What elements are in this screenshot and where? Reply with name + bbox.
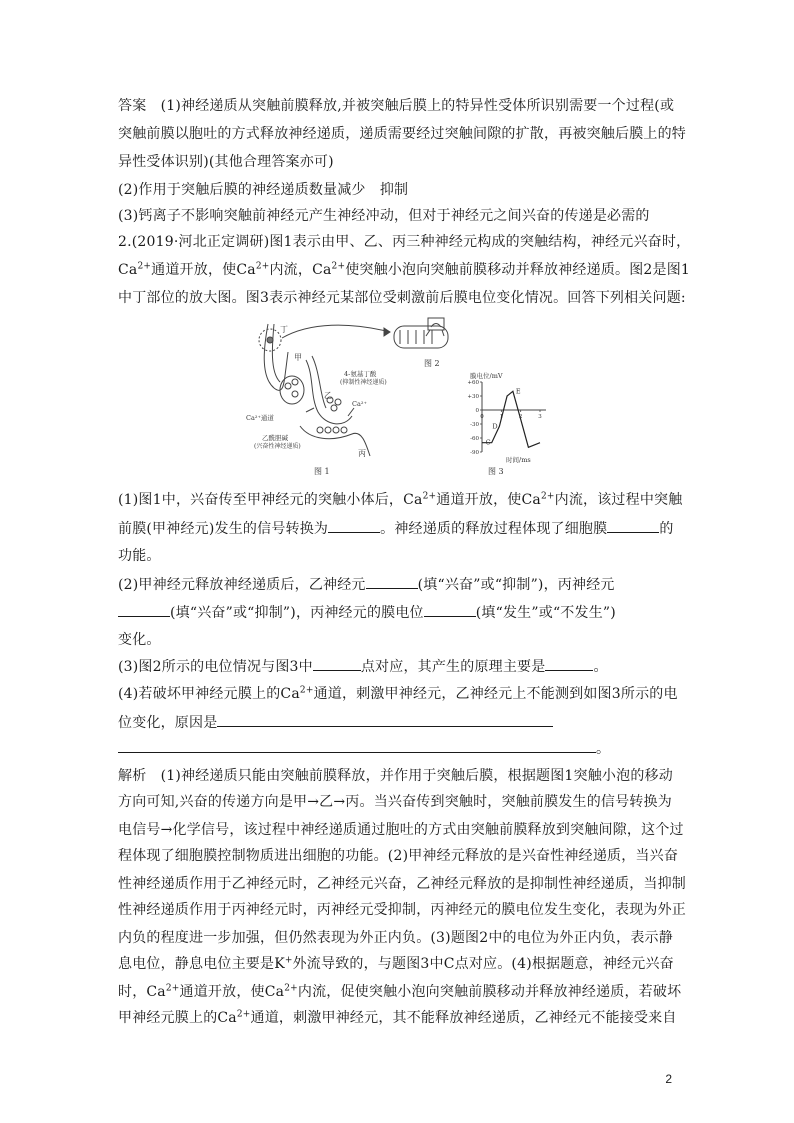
question-line-2 bbox=[118, 260, 690, 280]
q-ca-1: Ca bbox=[118, 262, 138, 278]
analysis-text-8b: 外流导致的，与题图3中C点对应。(4)根据题意，神经元兴奋 bbox=[292, 956, 674, 972]
receptor bbox=[333, 427, 339, 433]
potential-curve bbox=[482, 391, 540, 447]
item-1-text-d: 前膜(甲神经元)发生的信号转换为 bbox=[118, 521, 329, 537]
analysis-line-4: 程体现了细胞膜控制物质进出细胞的功能。(2)甲神经元释放的是兴奋性神经递质，当兴奋 bbox=[118, 848, 679, 864]
analysis-text-9b: 通道开放，使Ca bbox=[179, 984, 285, 1000]
superscript: 2+ bbox=[236, 1009, 251, 1020]
analysis-text-10b: 通道，刺激甲神经元，其不能释放神经递质，乙神经元不能接受来自 bbox=[250, 1010, 677, 1026]
analysis-line-9 bbox=[118, 982, 681, 1002]
item-2-text-a: (2)甲神经元释放神经递质后，乙神经元 bbox=[118, 577, 366, 593]
ding-label: 丁 bbox=[280, 325, 288, 334]
item-4-line-3 bbox=[118, 738, 610, 759]
superscript: 2+ bbox=[255, 261, 270, 272]
q-text-3: 内流，Ca bbox=[269, 262, 332, 278]
analysis-text-9c: 内流，促使突触小泡向突触前膜移动并释放神经递质，若破坏 bbox=[297, 984, 682, 1000]
figure-svg bbox=[240, 316, 560, 486]
y-tick-label: +60 bbox=[467, 380, 479, 386]
x-tick-label: 2 bbox=[518, 414, 523, 420]
question-line-3: 中丁部位的放大图。图3表示神经元某部位受刺激前后膜电位变化情况。回答下列相关问题: bbox=[118, 290, 686, 306]
receptor bbox=[317, 427, 323, 433]
item-1-line-2 bbox=[118, 518, 674, 539]
superscript: 2+ bbox=[540, 491, 555, 502]
superscript: 2+ bbox=[299, 685, 314, 696]
answer-line-5: (3)钙离子不影响突触前神经元产生神经冲动，但对于神经元之间兴奋的传递是必需的 bbox=[118, 208, 650, 224]
page-number: 2 bbox=[665, 1072, 672, 1086]
answer-line-1: 答案 (1)神经递质从突触前膜释放,并被突触后膜上的特异性受体所识别需要一个过程(或 bbox=[118, 98, 675, 114]
item-1-text-c: 内流，该过程中突触 bbox=[554, 492, 683, 508]
analysis-line-7: 内负的程度进一步加强，但仍然表现为外正内负。(3)题图2中的电位为外正内负，表示静 bbox=[118, 930, 673, 946]
ding-dot bbox=[267, 337, 273, 343]
superscript: 2+ bbox=[165, 983, 180, 994]
x-tick-label: 1 bbox=[499, 414, 504, 420]
item-2-line-1 bbox=[118, 574, 615, 595]
q-text-4: 使突触小泡向突触前膜移动并释放神经递质。图2是图1 bbox=[345, 262, 691, 278]
vesicle bbox=[292, 379, 298, 385]
bing-label: 丙 bbox=[358, 449, 366, 458]
point-e-label: E bbox=[515, 387, 521, 396]
item-1-text-a: (1)图1中，兴奋传至甲神经元的突触小体后，Ca bbox=[118, 492, 423, 508]
answer-blank-3[interactable] bbox=[366, 574, 418, 589]
superscript: + bbox=[284, 955, 293, 966]
item-1-text-b: 通道开放，使Ca bbox=[436, 492, 541, 508]
y-tick-label: -90 bbox=[470, 450, 479, 456]
superscript: 2+ bbox=[422, 491, 437, 502]
item-4-text-b: 通道，刺激甲神经元，乙神经元上不能测到如图3所示的电 bbox=[313, 686, 678, 702]
chart-ylabel: 膜电位/mV bbox=[470, 372, 503, 380]
ca-channel-label: Ca²⁺通道 bbox=[246, 414, 274, 422]
item-2-text-d: (填“发生”或“不发生”) bbox=[475, 605, 616, 621]
answer-blank-1[interactable] bbox=[328, 518, 380, 533]
analysis-line-1: 解析 (1)神经递质只能由突触前膜释放，并作用于突触后膜，根据题图1突触小泡的移动 bbox=[118, 768, 673, 784]
answer-blank-5[interactable] bbox=[424, 602, 476, 617]
figure-3-chart bbox=[467, 380, 546, 456]
y-tick-label: +30 bbox=[467, 394, 479, 400]
analysis-line-6: 性神经递质作用于丙神经元时，丙神经元受抑制，丙神经元的膜电位发生变化，表现为外正 bbox=[118, 902, 686, 918]
analysis-text-10a: 甲神经元膜上的Ca bbox=[118, 1010, 237, 1026]
q-text-2: 通道开放，使Ca bbox=[151, 262, 256, 278]
arrowhead bbox=[384, 328, 390, 336]
y-tick-label: 0 bbox=[475, 408, 479, 414]
ca-ion-label: Ca²⁺ bbox=[352, 400, 367, 408]
superscript: 2+ bbox=[137, 261, 152, 272]
electrode bbox=[426, 330, 430, 336]
x-tick-label: 3 bbox=[538, 414, 542, 420]
jia-label: 甲 bbox=[294, 353, 302, 362]
item-4-text-d: 。 bbox=[596, 741, 611, 757]
item-4-line-1 bbox=[118, 684, 678, 704]
chart-xlabel: 时间/ms bbox=[506, 456, 531, 464]
answer-line-4: (2)作用于突触后膜的神经递质数量减少 抑制 bbox=[118, 182, 409, 198]
vesicle bbox=[335, 399, 341, 405]
y-tick-label: -30 bbox=[470, 422, 479, 428]
answer-blank-2[interactable] bbox=[607, 518, 659, 533]
gaba-label: 4-氨基丁酸 bbox=[344, 370, 377, 378]
item-1-text-e: 。神经递质的释放过程体现了细胞膜 bbox=[380, 521, 608, 537]
item-3-text-b: 点对应，其产生的原理主要是 bbox=[360, 659, 546, 675]
answer-line-2: 突触前膜以胞吐的方式释放神经递质，递质需要经过突触间隙的扩散，再被突触后膜上的特 bbox=[118, 126, 686, 142]
answer-blank-8[interactable] bbox=[217, 712, 553, 727]
item-2-line-3: 变化。 bbox=[118, 632, 161, 648]
analysis-line-10 bbox=[118, 1008, 677, 1028]
answer-blank-4[interactable] bbox=[118, 602, 170, 617]
analysis-line-8 bbox=[118, 954, 674, 974]
analysis-text-8a: 息电位，静息电位主要是K bbox=[118, 956, 285, 972]
item-4-text-c: 位变化，原因是 bbox=[118, 715, 218, 731]
fig2-caption: 图 2 bbox=[424, 359, 440, 368]
figure-2-diagram bbox=[394, 318, 448, 348]
analysis-line-5: 性神经递质作用于乙神经元时，乙神经元兴奋，乙神经元释放的是抑制性神经递质，当抑制 bbox=[118, 876, 686, 892]
ca-arrow bbox=[348, 408, 354, 416]
receptor bbox=[341, 427, 347, 433]
vesicle bbox=[292, 391, 298, 397]
ca-arrow bbox=[306, 408, 314, 412]
fig1-caption: 图 1 bbox=[314, 467, 330, 476]
y-tick-label: -60 bbox=[470, 436, 479, 442]
answer-blank-6[interactable] bbox=[313, 656, 361, 671]
fig3-caption: 图 3 bbox=[488, 467, 504, 476]
item-2-text-c: (填“兴奋”或“抑制”)，丙神经元的膜电位 bbox=[170, 605, 424, 621]
analysis-line-2: 方向可知,兴奋的传递方向是甲→乙→丙。当兴奋传到突触时，突触前膜发生的信号转换为 bbox=[118, 794, 672, 810]
vesicle bbox=[331, 405, 337, 411]
electrode bbox=[442, 330, 444, 336]
answer-blank-7[interactable] bbox=[545, 656, 593, 671]
vesicle bbox=[285, 383, 291, 389]
question-line-1: 2.(2019·河北正定调研)图1表示由甲、乙、丙三种神经元构成的突触结构，神经元兴奋时， bbox=[118, 234, 691, 250]
item-3-text-c: 。 bbox=[593, 659, 608, 675]
item-3-text-a: (3)图2所示的电位情况与图3中 bbox=[118, 659, 313, 675]
item-2-line-2 bbox=[118, 602, 616, 623]
superscript: 2+ bbox=[331, 261, 346, 272]
analysis-line-3: 电信号→化学信号，该过程中神经递质通过胞吐的方式由突触前膜释放到突触间隙，这个过 bbox=[118, 822, 684, 838]
x-tick-label: 0 bbox=[480, 414, 484, 420]
answer-line-3: 异性受体识别)(其他合理答案亦可) bbox=[118, 154, 334, 170]
point-c-label: C bbox=[485, 438, 491, 447]
item-4-text-a: (4)若破坏甲神经元膜上的Ca bbox=[118, 686, 300, 702]
analysis-text-9a: 时，Ca bbox=[118, 984, 166, 1000]
ach-label: 乙酰胆碱 bbox=[262, 434, 288, 442]
point-d-label: D bbox=[492, 422, 498, 431]
answer-blank-9[interactable] bbox=[118, 738, 596, 753]
item-1-text-f: 的 bbox=[659, 521, 674, 537]
receptor bbox=[325, 427, 331, 433]
ding-arrow bbox=[282, 325, 390, 338]
item-1-line-1 bbox=[118, 490, 682, 510]
superscript: 2+ bbox=[284, 983, 298, 994]
figure-area bbox=[240, 316, 560, 486]
axon-segment bbox=[394, 326, 448, 348]
item-4-line-2 bbox=[118, 712, 553, 733]
yi-label: 乙 bbox=[324, 391, 332, 400]
ach-sub-label: (兴奋性神经递质) bbox=[254, 443, 301, 450]
item-1-line-3: 功能。 bbox=[118, 548, 161, 564]
gaba-sub-label: (抑制性神经递质) bbox=[340, 379, 387, 386]
item-2-text-b: (填“兴奋”或“抑制”)，丙神经元 bbox=[417, 577, 615, 593]
item-3-line-1 bbox=[118, 656, 608, 677]
